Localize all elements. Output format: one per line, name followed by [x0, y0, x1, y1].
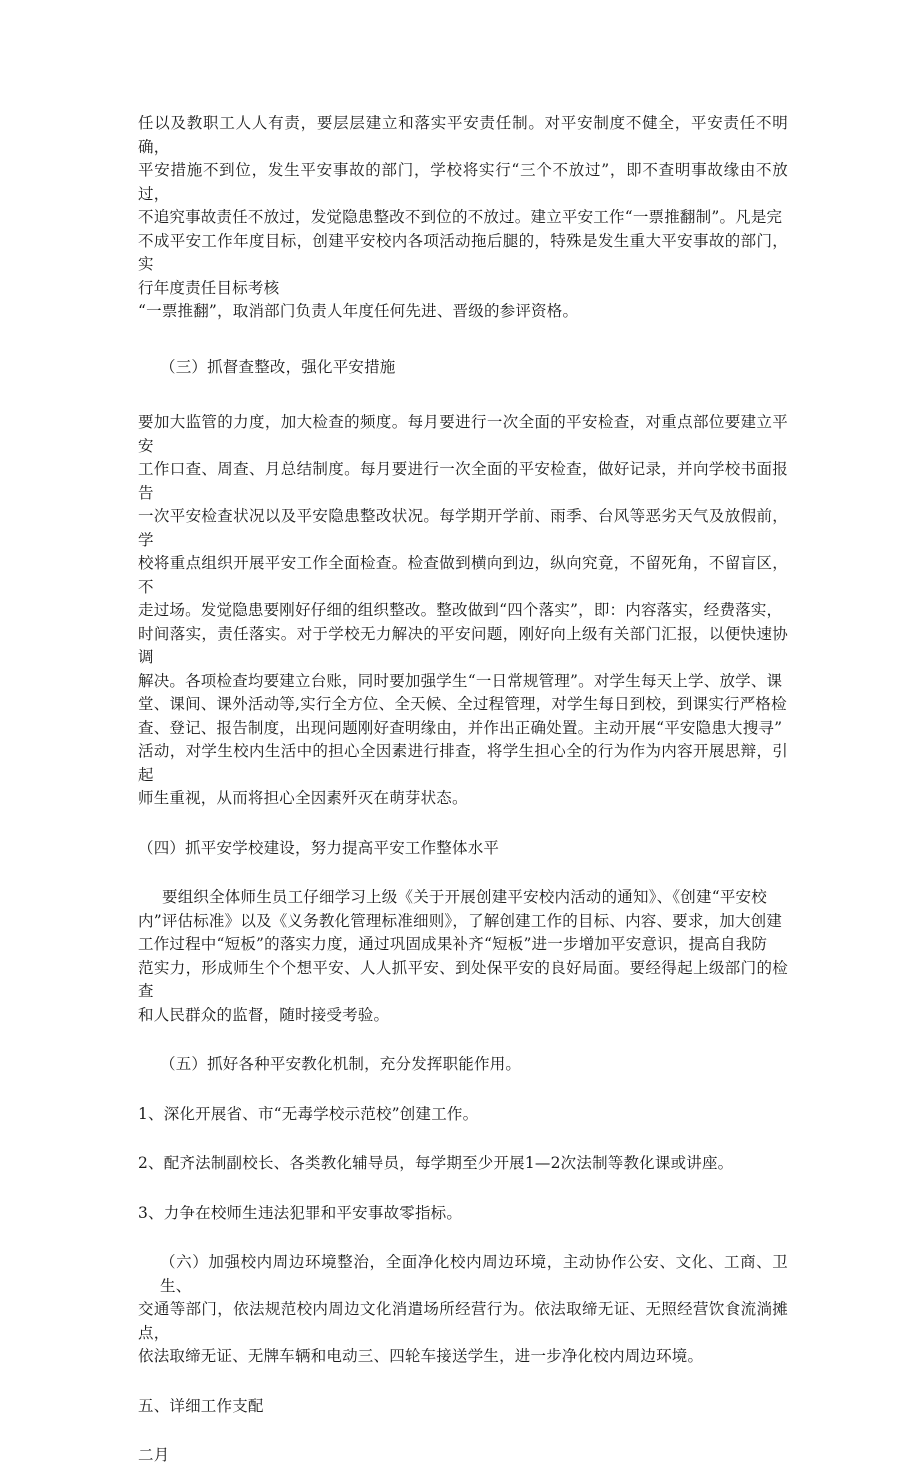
text-line: 校将重点组织开展平安工作全面检查。检查做到横向到边，纵向究竟，不留死角，不留盲区，不 — [138, 554, 788, 596]
text-line: 任以及教职工人人有责，要层层建立和落实平安责任制。对平安制度不健全，平安责任不明确， — [138, 114, 788, 156]
text-line: 堂、课间、课外活动等,实行全方位、全天候、全过程管理，对学生每日到校，到课实行严格检 — [138, 695, 787, 713]
paragraph-responsibility — [138, 112, 788, 324]
text-line: 范实力，形成师生个个想平安、人人抓平安、到处保平安的良好局面。要经得起上级部门的检查 — [138, 958, 788, 1000]
text-line: 交通等部门，依法规范校内周边文化消遣场所经营行为。依法取缔无证、无照经营饮食流淌摊点， — [138, 1300, 788, 1342]
text-line: 活动，对学生校内生活中的担心全因素进行排查，将学生担心全的行为作为内容开展思辩，引起 — [138, 742, 788, 784]
text-line: 走过场。发觉隐患要刚好仔细的组织整改。整改做到“四个落实”，即：内容落实，经费落实， — [138, 601, 783, 619]
text-line: 查、登记、报告制度，出现问题刚好查明缘由，并作出正确处置。主动开展“平安隐患大搜寻” — [138, 718, 783, 737]
text-line: 不追究事故责任不放过，发觉隐患整改不到位的不放过。建立平安工作“一票推翻制”。凡是完 — [138, 208, 783, 226]
heading-section-5: （五）抓好各种平安教化机制，充分发挥职能作用。 — [160, 1055, 522, 1073]
text-line: “一票推翻”，取消部门负责人年度任何先进、晋级的参评资格。 — [138, 302, 579, 320]
paragraph-safe-school — [138, 886, 788, 1027]
heading-work-arrangement: 五、详细工作支配 — [138, 1396, 264, 1415]
heading-section-3: （三）抓督查整改，强化平安措施 — [160, 357, 396, 376]
text-line: 行年度责任目标考核 — [138, 278, 280, 297]
text-line: 和人民群众的监督，随时接受考验。 — [138, 1005, 390, 1024]
text-line: （六）加强校内周边环境整治，全面净化校内周边环境，主动协作公安、文化、工商、卫生、 — [160, 1253, 788, 1295]
text-line: 不成平安工作年度目标，创建平安校内各项活动拖后腿的，特殊是发生重大平安事故的部门，实 — [138, 231, 788, 273]
document-page — [138, 112, 788, 1468]
list-item-1: 1、深化开展省、市“无毒学校示范校”创建工作。 — [138, 1104, 479, 1123]
heading-section-4: （四）抓平安学校建设，努力提高平安工作整体水平 — [138, 838, 500, 857]
text-line: 平安措施不到位，发生平安事故的部门，学校将实行“三个不放过”，即不查明事故缘由不放过， — [138, 161, 788, 203]
text-line: 内”评估标准》以及《义务教化管理标准细则》，了解创建工作的目标、内容、要求，加大创建 — [138, 911, 783, 930]
paragraph-inspection — [138, 411, 788, 811]
paragraph-environment — [138, 1251, 788, 1369]
text-line: 解决。各项检查均要建立台账，同时要加强学生“一日常规管理”。对学生每天上学、放学、课 — [138, 671, 783, 690]
text-line: 师生重视，从而将担心全因素歼灭在萌芽状态。 — [138, 789, 468, 807]
text-line: 依法取缔无证、无牌车辆和电动三、四轮车接送学生，进一步净化校内周边环境。 — [138, 1347, 704, 1365]
text-line: 工作口查、周查、月总结制度。每月要进行一次全面的平安检查，做好记录，并向学校书面报告 — [138, 460, 788, 502]
text-line: 工作过程中“短板”的落实力度，通过巩固成果补齐“短板”进一步增加平安意识，提高自我防 — [138, 935, 768, 953]
month-label: 二月 — [138, 1446, 170, 1464]
text-line: 时间落实，责任落实。对于学校无力解决的平安问题，刚好向上级有关部门汇报，以便快速协调 — [138, 624, 788, 666]
text-line: 一次平安检查状况以及平安隐患整改状况。每学期开学前、雨季、台风等恶劣天气及放假前，学 — [138, 507, 788, 549]
text-line: 要加大监管的力度，加大检查的频度。每月要进行一次全面的平安检查，对重点部位要建立平安 — [138, 413, 788, 455]
list-item-3: 3、力争在校师生违法犯罪和平安事故零指标。 — [138, 1203, 463, 1222]
text-line: 要组织全体师生员工仔细学习上级《关于开展创建平安校内活动的通知》、《创建“平安校 — [162, 888, 767, 906]
list-item-2: 2、配齐法制副校长、各类教化辅导员，每学期至少开展1—2次法制等教化课或讲座。 — [138, 1154, 734, 1172]
